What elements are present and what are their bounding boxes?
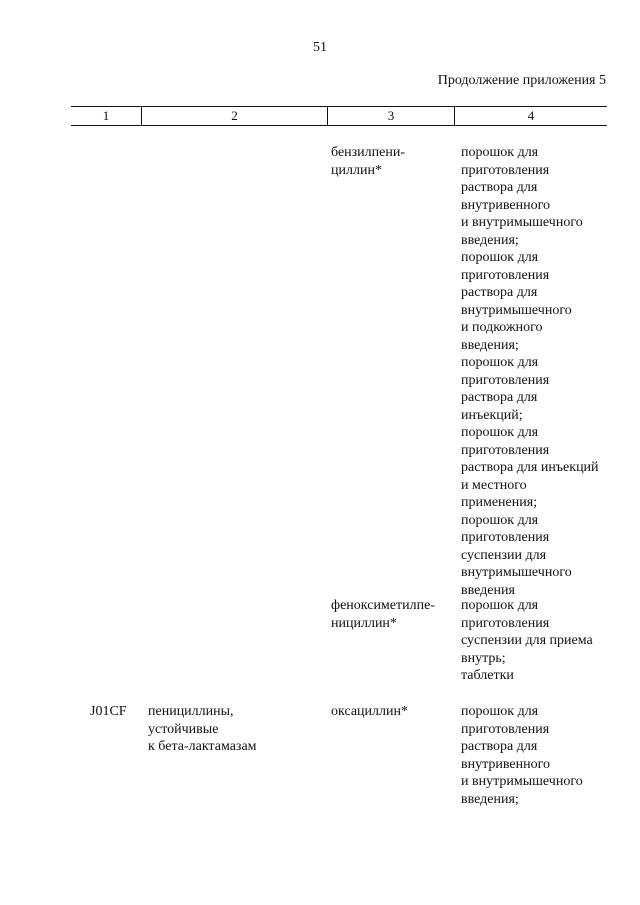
- dosage-forms-cell-line: таблетки: [461, 668, 514, 683]
- dosage-forms-cell-line: порошок для: [461, 145, 539, 160]
- dosage-forms-cell-line: раствора для: [461, 390, 538, 405]
- dosage-forms-cell: [461, 703, 583, 808]
- header-cell-4: 4: [454, 107, 607, 125]
- dosage-forms-cell-line: суспензии для приема: [461, 633, 593, 648]
- dosage-forms-cell-line: порошок для: [461, 598, 539, 613]
- drug-name-cell-line: циллин*: [331, 162, 382, 178]
- dosage-forms-cell-line: приготовления: [461, 530, 550, 545]
- drug-name-cell-line: бензилпени-: [331, 145, 406, 160]
- dosage-forms-cell-line: суспензии для: [461, 547, 547, 563]
- dosage-forms-cell-line: раствора для: [461, 180, 538, 195]
- dosage-forms-cell-line: и внутримышечного: [461, 215, 583, 230]
- dosage-forms-cell-line: внутривенного: [461, 197, 551, 213]
- drug-name-cell-line: феноксиметилпе-: [331, 598, 435, 613]
- dosage-forms-cell-line: приготовления: [461, 162, 550, 178]
- header-cell-3: 3: [327, 107, 454, 125]
- header-cell-2: 2: [141, 107, 327, 125]
- group-name-cell-line: устойчивые: [148, 721, 219, 737]
- dosage-forms-cell-line: и внутримышечного: [461, 774, 583, 789]
- group-name-cell: [148, 703, 257, 756]
- dosage-forms-cell-line: введения;: [461, 337, 519, 353]
- dosage-forms-cell-line: приготовления: [461, 442, 550, 458]
- atc-code-cell: [90, 703, 127, 721]
- group-name-cell-line: пенициллины,: [148, 704, 234, 719]
- dosage-forms-cell-line: приготовления: [461, 267, 550, 283]
- dosage-forms-cell: [461, 597, 593, 685]
- dosage-forms-cell-line: введения: [461, 582, 515, 598]
- dosage-forms-cell-line: порошок для: [461, 512, 539, 528]
- dosage-forms-cell-line: внутрь;: [461, 650, 506, 666]
- atc-code-cell-line: J01CF: [90, 704, 127, 719]
- continuation-label: Продолжение приложения 5: [437, 73, 606, 88]
- dosage-forms-cell-line: приготовления: [461, 721, 550, 737]
- dosage-forms-cell-line: и подкожного: [461, 320, 543, 335]
- drug-name-cell-line: оксациллин*: [331, 704, 408, 719]
- dosage-forms-cell-line: внутривенного: [461, 756, 551, 772]
- dosage-forms-cell-line: приготовления: [461, 615, 550, 631]
- group-name-cell-line: к бета-лактамазам: [148, 739, 257, 754]
- drug-name-cell: [331, 597, 435, 632]
- dosage-forms-cell-line: раствора для: [461, 739, 538, 754]
- header-cell-1: 1: [102, 108, 110, 123]
- dosage-forms-cell-line: порошок для: [461, 250, 539, 265]
- dosage-forms-cell-line: порошок для: [461, 704, 539, 719]
- dosage-forms-cell-line: раствора для инъекций: [461, 460, 599, 475]
- dosage-forms-cell-line: и местного: [461, 477, 527, 493]
- dosage-forms-cell-line: введения;: [461, 232, 519, 248]
- table-header: [71, 106, 607, 126]
- dosage-forms-cell-line: порошок для: [461, 425, 539, 440]
- dosage-forms-cell-line: приготовления: [461, 372, 550, 388]
- dosage-forms-cell-line: инъекций;: [461, 407, 523, 423]
- dosage-forms-cell-line: раствора для: [461, 285, 538, 300]
- dosage-forms-cell-line: внутримышечного: [461, 302, 572, 318]
- dosage-forms-cell-line: применения;: [461, 495, 538, 510]
- drug-name-cell: [331, 144, 405, 179]
- drug-name-cell-line: нициллин*: [331, 615, 397, 631]
- drug-name-cell: [331, 703, 408, 721]
- page-number: 51: [313, 40, 327, 55]
- dosage-forms-cell-line: введения;: [461, 791, 519, 807]
- dosage-forms-cell-line: порошок для: [461, 355, 539, 370]
- dosage-forms-cell-line: внутримышечного: [461, 565, 572, 580]
- dosage-forms-cell: [461, 144, 599, 599]
